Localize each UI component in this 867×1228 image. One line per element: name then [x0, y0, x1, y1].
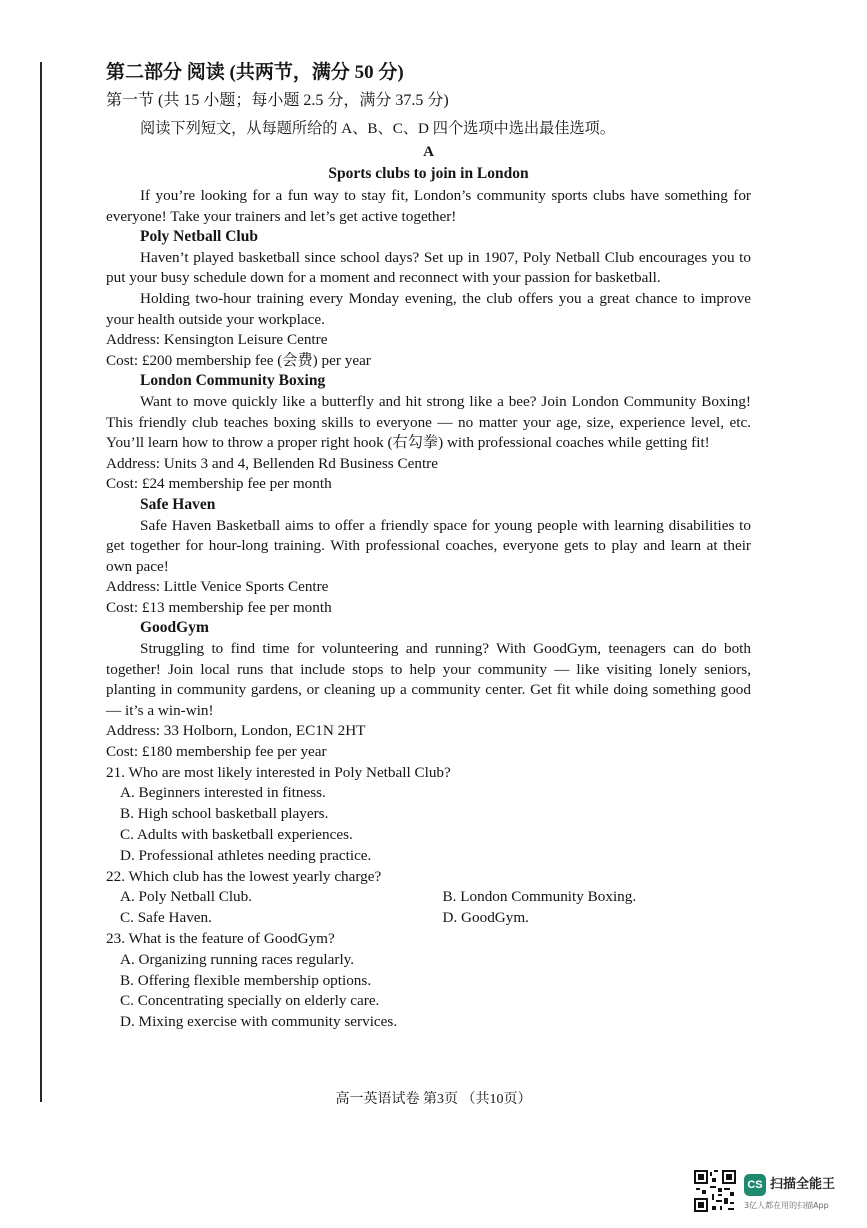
club-paragraph: Struggling to find time for volunteering and running? With GoodGym, teenagers can do both together! Join local runs that include stops to help your community — like visiting lonely seniors, planting in community gardens, or cleaning up a community center. Get fit while doing something good — it’s a win-win! — [106, 640, 751, 719]
club-name-poly-netball: Poly Netball Club — [140, 228, 258, 246]
qr-code-icon — [694, 1170, 736, 1212]
club-address: Address: Units 3 and 4, Bellenden Rd Business Centre — [106, 454, 438, 472]
passage-letter: A — [423, 144, 434, 160]
question-option: D. Mixing exercise with community services. — [120, 1013, 398, 1031]
camscanner-logo-icon: CS — [744, 1174, 766, 1196]
club-cost: Cost: £13 membership fee per month — [106, 598, 332, 616]
passage-title: Sports clubs to join in London — [328, 165, 529, 182]
club-paragraph: Safe Haven Basketball aims to offer a friendly space for young people with learning disabilities to get together for hour-long training. With professional coaches, everyone gets to play and learn at their own pace! — [106, 516, 751, 575]
option-row — [106, 908, 751, 929]
club-cost: Cost: £180 membership fee per year — [106, 743, 327, 761]
question-option: D. Professional athletes needing practice. — [120, 846, 372, 864]
scanner-tagline: 3亿人都在用的扫描App — [744, 1201, 829, 1210]
question-option: D. GoodGym. — [442, 909, 529, 927]
option-row — [106, 887, 751, 908]
question-option: A. Poly Netball Club. — [120, 888, 253, 906]
club-address: Address: 33 Holborn, London, EC1N 2HT — [106, 722, 366, 740]
question-option: C. Adults with basketball experiences. — [120, 826, 353, 844]
question-option: B. Offering flexible membership options. — [120, 971, 372, 989]
binding-margin-line — [40, 62, 42, 1102]
club-name-goodgym: GoodGym — [140, 619, 209, 637]
club-name-safe-haven: Safe Haven — [140, 495, 216, 513]
section-title: 第二部分 阅读 (共两节，满分 50 分) — [106, 62, 404, 83]
passage-intro: If you’re looking for a fun way to stay fit, London’s community sports clubs have something for everyone! Take your trainers and let’s get active together! — [106, 187, 751, 225]
subsection-title: 第一节 (共 15 小题；每小题 2.5 分，满分 37.5 分) — [106, 92, 449, 109]
club-paragraph: Want to move quickly like a butterfly and hit strong like a bee? Join London Community Boxing! This friendly club teaches boxing skills to everyone — no matter your age, size, experience level, etc. You’ll learn how to throw a proper right hook (右勾拳) with professional coaches while getting fit! — [106, 392, 751, 452]
club-paragraph: Holding two-hour training every Monday evening, the club offers you a great chance to improve your health outside your workplace. — [106, 289, 751, 328]
club-address: Address: Kensington Leisure Centre — [106, 331, 328, 349]
question-22: 22. Which club has the lowest yearly charge? — [106, 867, 382, 885]
question-option: C. Safe Haven. — [120, 909, 212, 927]
question-option: B. High school basketball players. — [120, 805, 329, 823]
question-option: A. Beginners interested in fitness. — [120, 784, 326, 802]
question-option: C. Concentrating specially on elderly care. — [120, 992, 380, 1010]
club-paragraph: Haven’t played basketball since school days? Set up in 1907, Poly Netball Club encourages you to put your busy schedule down for a moment and reconnect with your passion for basketball. — [106, 248, 751, 287]
club-name-london-community-boxing: London Community Boxing — [140, 372, 326, 390]
club-cost: Cost: £200 membership fee (会费) per year — [106, 351, 371, 369]
question-option: B. London Community Boxing. — [442, 888, 637, 906]
page-footer: 高一英语试卷 第3页 （共10页） — [335, 1092, 532, 1107]
club-address: Address: Little Venice Sports Centre — [106, 578, 329, 596]
exam-page-content — [106, 60, 751, 1033]
question-option: A. Organizing running races regularly. — [120, 950, 355, 968]
question-23: 23. What is the feature of GoodGym? — [106, 930, 335, 947]
question-21: 21. Who are most likely interested in Poly Netball Club? — [106, 763, 451, 781]
scanner-app-name: 扫描全能王 — [770, 1177, 836, 1192]
club-cost: Cost: £24 membership fee per month — [106, 475, 332, 493]
instructions: 阅读下列短文，从每题所给的 A、B、C、D 四个选项中选出最佳选项。 — [140, 120, 616, 137]
